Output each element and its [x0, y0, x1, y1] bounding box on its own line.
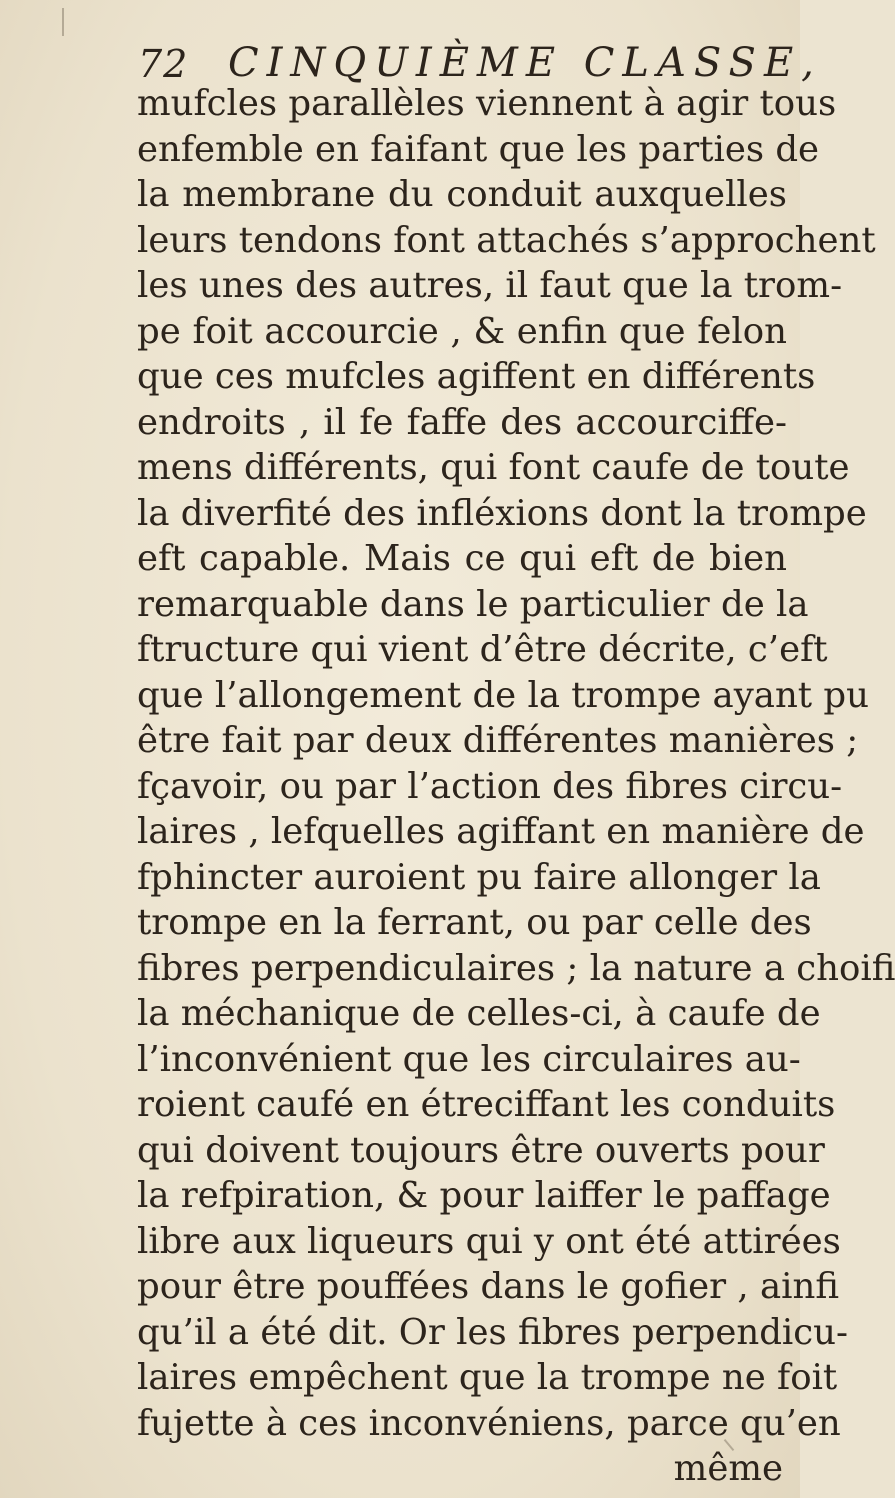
text-line: que l’allongement de la trompe ayant pu — [137, 674, 869, 716]
text-line: libre aux liqueurs qui y ont été attirées — [137, 1220, 841, 1262]
text-line: les unes des autres, il faut que la trom- — [137, 265, 843, 306]
text-line: pe foit accourcie , & enfin que felon — [137, 310, 787, 352]
text-line: l’inconvénient que les circulaires au- — [137, 1038, 801, 1080]
text-line: laires , lefquelles agiffant en manière de — [137, 811, 865, 852]
text-line: que ces mufcles agiffent en différents — [137, 356, 816, 397]
text-line: roient caufé en étreciffant les conduits — [137, 1084, 836, 1125]
page-number: 72 — [138, 42, 189, 86]
text-line: la méchanique de celles-ci, à caufe de — [137, 993, 821, 1034]
body-text — [137, 81, 895, 1492]
text-line: la diverfité des infléxions dont la trompe — [137, 492, 867, 534]
text-line: mens différents, qui font caufe de toute — [137, 447, 850, 488]
paper-speck — [62, 8, 64, 36]
text-line: la refpiration, & pour laiffer le paffage — [137, 1175, 831, 1216]
text-line: remarquable dans le particulier de la — [137, 583, 809, 625]
text-line: qu’il a été dit. Or les fibres perpendicu- — [137, 1311, 849, 1353]
text-line: laires empêchent que la trompe ne foit — [137, 1357, 838, 1398]
text-line: eft capable. Mais ce qui eft de bien — [137, 538, 787, 579]
text-line: fphincter auroient pu faire allonger la — [137, 856, 821, 898]
text-line: mufcles parallèles viennent à agir tous — [137, 83, 837, 124]
text-line: fibres perpendiculaires ; la nature a choifi — [137, 947, 895, 989]
running-head: CINQUIÈME CLASSE, — [228, 40, 822, 86]
text-line: la membrane du conduit auxquelles — [137, 174, 787, 215]
text-line: endroits , il fe faffe des accourciffe- — [137, 401, 787, 443]
text-line: qui doivent toujours être ouverts pour — [137, 1129, 825, 1171]
text-line: pour être pouffées dans le gofier , ainfi — [137, 1266, 840, 1307]
text-line: ftructure qui vient d’être décrite, c’eft — [137, 629, 828, 670]
text-line: fujette à ces inconvéniens, parce qu’en — [137, 1402, 841, 1444]
text-line: être fait par deux différentes manières ; — [137, 720, 859, 761]
text-line: fçavoir, ou par l’action des fibres circu- — [137, 765, 843, 807]
text-line: enfemble en faifant que les parties de — [137, 128, 820, 170]
catchword: même — [673, 1448, 783, 1489]
text-line: trompe en la ferrant, ou par celle des — [137, 902, 812, 943]
text-line: leurs tendons font attachés s’approchent — [137, 219, 876, 261]
